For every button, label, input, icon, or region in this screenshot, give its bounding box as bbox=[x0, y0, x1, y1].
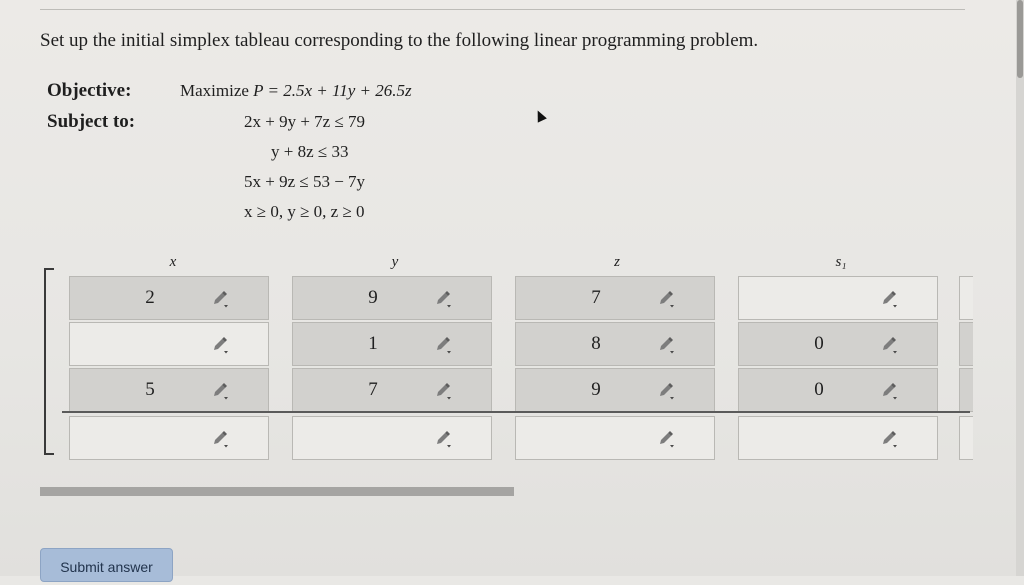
objective-row-divider bbox=[62, 411, 970, 413]
constraint-1: 2x + 9y + 7z ≤ 79 bbox=[244, 112, 366, 131]
pencil-icon[interactable] bbox=[656, 429, 676, 449]
tableau-cell[interactable] bbox=[738, 322, 938, 366]
pencil-icon[interactable] bbox=[433, 335, 453, 355]
tableau-cell-partial[interactable] bbox=[959, 276, 973, 320]
pencil-icon[interactable] bbox=[210, 335, 230, 355]
cell-value: 0 bbox=[814, 379, 824, 400]
tableau-cell[interactable] bbox=[515, 368, 715, 412]
cell-value: 7 bbox=[591, 287, 601, 308]
objective-prefix: Maximize bbox=[180, 81, 249, 100]
scrollbar[interactable] bbox=[1016, 0, 1024, 576]
column-header-x: x bbox=[169, 254, 177, 270]
pencil-icon[interactable] bbox=[433, 289, 453, 309]
cell-value: 0 bbox=[814, 333, 824, 354]
tableau-cell-partial[interactable] bbox=[959, 416, 973, 460]
cell-value: 5 bbox=[145, 379, 155, 400]
progress-bar bbox=[40, 487, 514, 496]
constraint-2: y + 8z ≤ 33 bbox=[271, 142, 349, 161]
tableau-cell[interactable] bbox=[515, 322, 715, 366]
tableau-cell[interactable] bbox=[738, 416, 938, 460]
column-header-y: y bbox=[391, 254, 399, 270]
pencil-icon[interactable] bbox=[656, 289, 676, 309]
pencil-icon[interactable] bbox=[433, 429, 453, 449]
tableau-cell[interactable] bbox=[515, 416, 715, 460]
tableau-cell[interactable] bbox=[515, 276, 715, 320]
tableau-cell[interactable] bbox=[69, 276, 269, 320]
tableau-cell[interactable] bbox=[292, 416, 492, 460]
cell-value: 1 bbox=[368, 333, 378, 354]
cell-value: 9 bbox=[591, 379, 601, 400]
tableau-cell-partial[interactable] bbox=[959, 322, 973, 366]
cell-value: 8 bbox=[591, 333, 601, 354]
cursor-icon bbox=[533, 108, 547, 122]
pencil-icon[interactable] bbox=[210, 429, 230, 449]
pencil-icon[interactable] bbox=[879, 381, 899, 401]
column-header-s1: s₁ bbox=[835, 254, 847, 270]
objective-expression bbox=[180, 81, 412, 101]
subject-to-label: Subject to: bbox=[47, 111, 136, 132]
cell-value: 9 bbox=[368, 287, 378, 308]
tableau-cell[interactable] bbox=[292, 368, 492, 412]
tableau-cell[interactable] bbox=[738, 368, 938, 412]
submit-answer-button[interactable]: Submit answer bbox=[40, 548, 173, 582]
pencil-icon[interactable] bbox=[879, 289, 899, 309]
cell-value: 7 bbox=[368, 379, 378, 400]
nonnegativity-constraint: x ≥ 0, y ≥ 0, z ≥ 0 bbox=[244, 202, 365, 221]
cell-value: 2 bbox=[145, 287, 155, 308]
pencil-icon[interactable] bbox=[433, 381, 453, 401]
tableau-cell[interactable] bbox=[69, 416, 269, 460]
tableau-cell[interactable] bbox=[292, 276, 492, 320]
tableau-cell-partial[interactable] bbox=[959, 368, 973, 412]
objective-formula: P = 2.5x + 11y + 26.5z bbox=[253, 81, 412, 100]
pencil-icon[interactable] bbox=[879, 429, 899, 449]
tableau-cell[interactable] bbox=[738, 276, 938, 320]
instruction-text: Set up the initial simplex tableau corresponding to the following linear programming problem. bbox=[40, 30, 759, 51]
tableau-cell[interactable] bbox=[69, 322, 269, 366]
pencil-icon[interactable] bbox=[656, 381, 676, 401]
pencil-icon[interactable] bbox=[879, 335, 899, 355]
tableau-cell[interactable] bbox=[292, 322, 492, 366]
matrix-bracket bbox=[44, 268, 54, 455]
pencil-icon[interactable] bbox=[210, 381, 230, 401]
pencil-icon[interactable] bbox=[210, 289, 230, 309]
constraint-3: 5x + 9z ≤ 53 − 7y bbox=[244, 172, 366, 191]
pencil-icon[interactable] bbox=[656, 335, 676, 355]
tableau-cell[interactable] bbox=[69, 368, 269, 412]
top-divider bbox=[40, 9, 965, 10]
objective-label: Objective: bbox=[47, 80, 132, 101]
scrollbar-thumb[interactable] bbox=[1017, 0, 1023, 78]
column-header-z: z bbox=[614, 254, 620, 270]
